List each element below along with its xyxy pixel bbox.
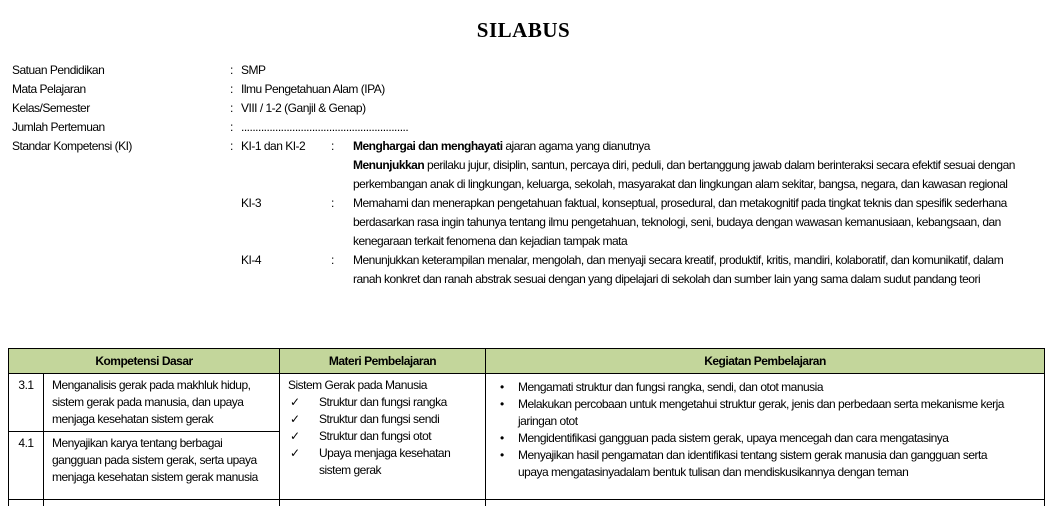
ki-bold-lead: Menunjukkan (353, 158, 425, 172)
materi-title: Sistem Gerak pada Manusia (288, 378, 427, 392)
bullet-icon: • (500, 431, 504, 445)
ki-paragraph-text: ajaran agama yang dianutnya (502, 139, 650, 153)
info-colon: : (230, 101, 233, 115)
empty-cell (9, 500, 44, 506)
info-colon: : (230, 63, 233, 77)
kegiatan-item-text: Mengamati struktur dan fungsi rangka, sendi, dan otot manusia (518, 380, 824, 394)
table-row-kd-3-1 (9, 374, 1045, 432)
ki-block (241, 137, 1039, 289)
ki-code: KI-1 dan KI-2 (241, 139, 306, 153)
info-section (12, 61, 1039, 289)
ki-colon: : (331, 253, 334, 267)
document-title: SILABUS (476, 18, 571, 42)
info-row-standar-kompetensi (12, 137, 1039, 289)
ki-paragraph: Menunjukkan keterampilan menalar, mengolah, dan menyaji secara kreatif, produktif, kritis, mandiri, kolaboratif, dan komunikatif, dalam ranah konkret dan ranah abstrak sesuai dengan yang dipelajari di sekolah dan sumber lain yang sama dalam sudut pandang teori (353, 253, 1004, 286)
info-colon: : (230, 82, 233, 96)
info-label: Jumlah Pertemuan (12, 120, 105, 134)
silabus-table (8, 348, 1045, 506)
ki-code: KI-3 (241, 196, 262, 210)
info-row-satuan-pendidikan (12, 61, 1039, 80)
kegiatan-cell (486, 374, 1045, 500)
info-colon: : (230, 139, 233, 153)
materi-item-text: Struktur dan fungsi rangka (319, 395, 447, 409)
kegiatan-item-text: Mengidentifikasi gangguan pada sistem gerak, upaya mencegah dan cara mengatasinya (518, 431, 949, 445)
ki-colon: : (331, 139, 334, 153)
info-value: SMP (241, 63, 266, 77)
info-value: Ilmu Pengetahuan Alam (IPA) (241, 82, 385, 96)
kd-text: Menyajikan karya tentang berbagai gangguan pada sistem gerak, serta upaya menjaga kesehatan sistem gerak manusia (44, 432, 280, 500)
ki-description (353, 194, 1018, 251)
col-header-kompetensi-dasar: Kompetensi Dasar (9, 349, 280, 374)
col-header-kegiatan-pembelajaran: Kegiatan Pembelajaran (486, 349, 1045, 374)
check-icon: ✓ (290, 446, 300, 460)
list-item (498, 430, 1016, 447)
ki-code: KI-4 (241, 253, 262, 267)
check-icon: ✓ (290, 412, 300, 426)
kegiatan-item-text: Melakukan percobaan untuk mengetahui struktur gerak, jenis dan perbedaan serta mekanisme kerja jaringan otot (518, 397, 1004, 428)
list-item (498, 396, 1016, 430)
list-item (288, 411, 477, 428)
ki-description (353, 251, 1018, 289)
empty-cell (44, 500, 280, 506)
info-colon: : (230, 120, 233, 134)
kd-code: 3.1 (9, 374, 44, 432)
list-item (498, 379, 1016, 396)
check-icon: ✓ (290, 429, 300, 443)
list-item (288, 445, 477, 479)
info-label: Standar Kompetensi (KI) (12, 139, 132, 153)
ki-bold-lead: Menghargai dan menghayati (353, 139, 503, 153)
empty-cell (280, 500, 486, 506)
kegiatan-item-text: Menyajikan hasil pengamatan dan identifikasi tentang sistem gerak manusia dan gangguan serta upaya mengatasinyadalam bentuk tulisan dan mendiskusikannya dengan teman (518, 448, 987, 479)
info-value: VIII / 1-2 (Ganjil & Genap) (241, 101, 366, 115)
list-item (288, 394, 477, 411)
ki-row-4 (241, 251, 1039, 289)
bullet-icon: • (500, 380, 504, 394)
ki-row-3 (241, 194, 1039, 251)
ki-paragraph (353, 156, 1018, 194)
info-label: Kelas/Semester (12, 101, 90, 115)
info-label: Mata Pelajaran (12, 82, 86, 96)
bullet-icon: • (500, 397, 504, 411)
list-item (288, 428, 477, 445)
list-item (498, 447, 1016, 481)
materi-cell (280, 374, 486, 500)
kd-code: 4.1 (9, 432, 44, 500)
info-row-jumlah-pertemuan (12, 118, 1039, 137)
dotted-fill-line: ........................................................... (241, 120, 409, 134)
table-header-row (9, 349, 1045, 374)
table-row-next-clipped (9, 500, 1045, 506)
materi-item-text: Struktur dan fungsi otot (319, 429, 432, 443)
ki-paragraph: Memahami dan menerapkan pengetahuan faktual, konseptual, prosedural, dan metakognitif pada tingkat teknis dan spesifik sederhana berdasarkan rasa ingin tahunya tentang ilmu pengetahuan, teknologi, seni, budaya dengan wawasan kemanusiaan, kebangsaan, dan kenegaraan terkait fenomena dan kejadian tampak mata (353, 196, 1007, 248)
ki-description (353, 137, 1018, 194)
empty-cell (486, 500, 1045, 506)
ki-paragraph (353, 137, 1018, 156)
ki-colon: : (331, 196, 334, 210)
kd-text: Menganalisis gerak pada makhluk hidup, sistem gerak pada manusia, dan upaya menjaga kesehatan sistem gerak (44, 374, 280, 432)
ki-row-1-2 (241, 137, 1039, 194)
info-row-mata-pelajaran (12, 80, 1039, 99)
col-header-materi-pembelajaran: Materi Pembelajaran (280, 349, 486, 374)
check-icon: ✓ (290, 395, 300, 409)
bullet-icon: • (500, 448, 504, 462)
ki-paragraph-text: perilaku jujur, disiplin, santun, percaya diri, peduli, dan bertanggung jawab dalam berinteraksi secara efektif sesuai dengan perkembangan anak di lingkungan, keluarga, sekolah, masyarakat dan lingkungan alam sekitar, bangsa, negara, dan kawasan regional (353, 158, 1015, 191)
materi-item-text: Upaya menjaga kesehatan sistem gerak (319, 446, 451, 477)
materi-item-text: Struktur dan fungsi sendi (319, 412, 440, 426)
info-label: Satuan Pendidikan (12, 63, 105, 77)
info-row-kelas-semester (12, 99, 1039, 118)
